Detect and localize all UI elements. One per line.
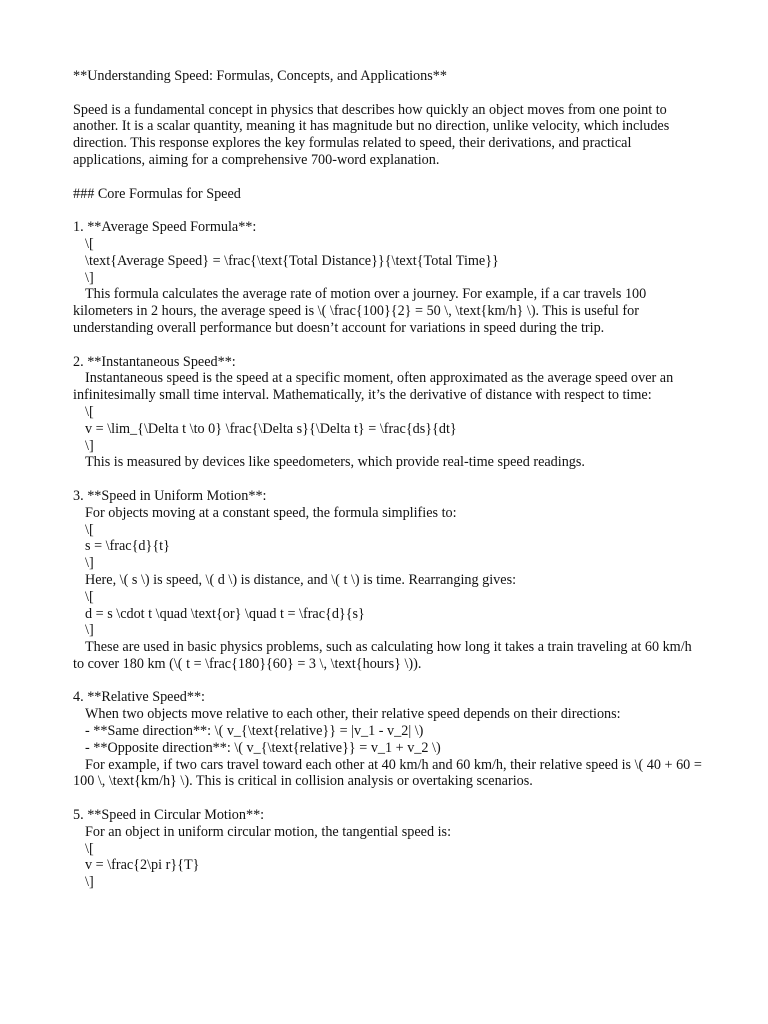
- item-5-line-1: For an object in uniform circular motion, the tangential speed is:: [85, 823, 452, 840]
- item-3-paragraph: These are used in basic physics problems, such as calculating how long it takes a train traveling at 60 km/h to cover 180 km (\( t = \frac{180}{60} = 3 \, \text{hours} \)).: [73, 639, 692, 672]
- item-2-formula: v = \lim_{\Delta t \to 0} \frac{\Delta s}{\Delta t} = \frac{ds}{dt}: [85, 420, 457, 437]
- item-4-bullet-opposite-direction: - **Opposite direction**: \( v_{\text{relative}} = v_1 + v_2 \): [85, 739, 441, 756]
- item-1-formula-open: \[: [85, 235, 94, 252]
- item-3-formula-2-close: \]: [85, 622, 94, 639]
- document-title: **Understanding Speed: Formulas, Concepts, and Applications**: [73, 68, 447, 84]
- item-4-heading: 4. **Relative Speed**:: [73, 689, 205, 706]
- item-1-paragraph: This formula calculates the average rate of motion over a journey. For example, if a car travels 100 kilometers in 2 hours, the average speed is \( \frac{100}{2} = 50 \, \text{km/h} \). This is useful for understanding overall performance but doesn’t account for variations in speed during the trip.: [73, 286, 647, 336]
- item-1-heading: 1. **Average Speed Formula**:: [73, 219, 257, 236]
- item-5-heading: 5. **Speed in Circular Motion**:: [73, 807, 265, 824]
- item-3-formula-2: d = s \cdot t \quad \text{or} \quad t = \frac{d}{s}: [85, 605, 365, 622]
- spacer: [73, 790, 703, 807]
- item-1-formula: \text{Average Speed} = \frac{\text{Total Distance}}{\text{Total Time}}: [85, 252, 499, 269]
- item-3-formula-1-close: \]: [85, 555, 94, 572]
- spacer: [73, 673, 703, 690]
- spacer: [73, 169, 703, 186]
- item-4-line-1: When two objects move relative to each other, their relative speed depends on their directions:: [85, 706, 621, 723]
- item-3-heading: 3. **Speed in Uniform Motion**:: [73, 487, 267, 504]
- item-1-formula-close: \]: [85, 269, 94, 286]
- item-3-formula-1: s = \frac{d}{t}: [85, 538, 170, 555]
- item-2-heading: 2. **Instantaneous Speed**:: [73, 353, 236, 370]
- item-3-line-2: Here, \( s \) is speed, \( d \) is distance, and \( t \) is time. Rearranging gives:: [85, 571, 517, 588]
- item-4-paragraph: For example, if two cars travel toward each other at 40 km/h and 60 km/h, their relative speed is \( 40 + 60 = 100 \, \text{km/h} \). This is critical in collision analysis or overtaking scenarios.: [73, 756, 702, 790]
- item-2-paragraph-1: Instantaneous speed is the speed at a specific moment, often approximated as the average speed over an infinitesimally small time interval. Mathematically, it’s the derivative of distance with respect to time:: [73, 370, 674, 404]
- spacer: [73, 202, 703, 219]
- document-page: [73, 68, 703, 891]
- item-2-formula-open: \[: [85, 403, 94, 420]
- item-2-formula-close: \]: [85, 437, 94, 454]
- item-3-formula-2-open: \[: [85, 588, 94, 605]
- item-4-bullet-same-direction: - **Same direction**: \( v_{\text{relative}} = |v_1 - v_2| \): [85, 723, 424, 740]
- item-2-paragraph-2: This is measured by devices like speedometers, which provide real-time speed readings.: [85, 454, 585, 471]
- intro-paragraph: Speed is a fundamental concept in physics that describes how quickly an object moves from one point to another. It is a scalar quantity, meaning it has magnitude but no direction, unlike velocity, which includes direction. This response explores the key formulas related to speed, their derivations, and practical applications, aiming for a comprehensive 700-word explanation.: [73, 101, 670, 168]
- spacer: [73, 85, 703, 102]
- spacer: [73, 337, 703, 354]
- item-5-formula: v = \frac{2\pi r}{T}: [85, 857, 200, 874]
- section-heading: ### Core Formulas for Speed: [73, 185, 241, 202]
- item-3-formula-1-open: \[: [85, 521, 94, 538]
- spacer: [73, 471, 703, 488]
- item-5-formula-close: \]: [85, 874, 94, 891]
- item-3-line-1: For objects moving at a constant speed, the formula simplifies to:: [85, 504, 457, 521]
- item-5-formula-open: \[: [85, 840, 94, 857]
